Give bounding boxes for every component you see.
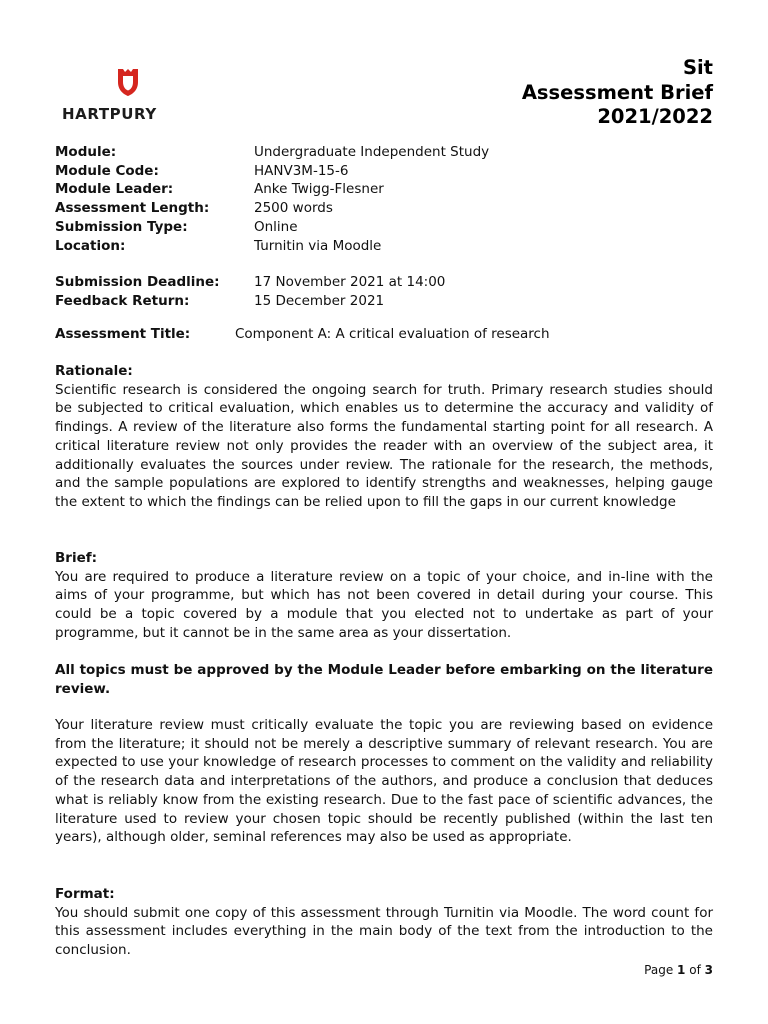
- detail-row-submission-type: [55, 218, 715, 237]
- logo-text: HARTPURY: [62, 105, 157, 123]
- detail-label: Submission Type:: [55, 218, 188, 235]
- detail-value: Turnitin via Moodle: [254, 237, 382, 254]
- detail-label: Module Code:: [55, 162, 159, 179]
- detail-row-module: [55, 143, 715, 162]
- literature-review-paragraph: Your literature review must critically evaluate the topic you are reviewing based on evidence from the literature; it should not be merely a descriptive summary of relevant research. You are expected to use your knowledge of research processes to comment on the validity and reliability of the research data and interpretations of the authors, and produce a conclusion that deduces what is reliably know from the existing research. Due to the fast pace of scientific advances, the literature used to review your chosen topic should be recently published (within the last ten years), although older, seminal references may also be used as appropriate.: [55, 717, 713, 846]
- document-title: [522, 56, 713, 130]
- detail-row-module-code: [55, 162, 715, 181]
- format-heading: Format:: [55, 886, 115, 902]
- detail-row-feedback-return: [55, 292, 715, 311]
- approval-paragraph: All topics must be approved by the Module Leader before embarking on the literature review.: [55, 662, 713, 697]
- detail-value: 2500 words: [254, 200, 333, 217]
- assessment-title-value: Component A: A critical evaluation of research: [235, 326, 550, 342]
- page-total: 3: [704, 963, 713, 977]
- detail-label: Assessment Length:: [55, 200, 210, 217]
- detail-value: HANV3M-15-6: [254, 162, 349, 179]
- page-label: Page: [644, 963, 674, 977]
- detail-row-submission-deadline: [55, 273, 715, 292]
- brief-paragraph: You are required to produce a literature review on a topic of your choice, and in-line with the aims of your programme, but which has not been covered in detail during your course. This could be a topic covered by a module that you elected not to undertake as part of your programme, but it cannot be in the same area as your dissertation.: [55, 568, 713, 641]
- assessment-title-row: [55, 325, 550, 344]
- detail-value: 15 December 2021: [254, 292, 385, 309]
- assessment-title-label: Assessment Title:: [55, 326, 191, 342]
- detail-value: Anke Twigg-Flesner: [254, 181, 384, 198]
- rationale-section: [55, 362, 713, 512]
- title-line-assessment-brief: Assessment Brief: [521, 80, 713, 104]
- page-number: [644, 963, 713, 977]
- detail-row-location: [55, 237, 715, 256]
- approval-notice: [55, 661, 713, 698]
- format-paragraph: You should submit one copy of this assessment through Turnitin via Moodle. The word count for this assessment includes everything in the main body of the text from the introduction to the conclusion.: [55, 904, 713, 959]
- page-of: of: [689, 963, 701, 977]
- format-section: [55, 885, 713, 960]
- title-line-year: 2021/2022: [597, 105, 713, 128]
- module-details: [55, 143, 715, 255]
- detail-value: Undergraduate Independent Study: [254, 144, 490, 160]
- detail-label: Location:: [55, 237, 126, 254]
- title-line-sit: Sit: [682, 56, 713, 79]
- detail-label: Feedback Return:: [55, 292, 190, 309]
- detail-label: Submission Deadline:: [55, 274, 220, 290]
- detail-value: 17 November 2021 at 14:00: [254, 274, 446, 290]
- literature-review-section: [55, 716, 713, 847]
- rationale-heading: Rationale:: [55, 363, 133, 379]
- page-current: 1: [677, 963, 686, 977]
- detail-row-assessment-length: [55, 199, 715, 218]
- hartpury-shield-icon: [114, 66, 142, 98]
- detail-value: Online: [254, 218, 298, 235]
- brief-heading: Brief:: [55, 550, 98, 566]
- deadline-details: [55, 273, 715, 310]
- detail-label: Module:: [55, 144, 117, 160]
- detail-label: Module Leader:: [55, 181, 174, 198]
- hartpury-logo: [60, 66, 200, 126]
- brief-section: [55, 549, 713, 643]
- rationale-paragraph: Scientific research is considered the ongoing search for truth. Primary research studies should be subjected to critical evaluation, which enables us to determine the accuracy and validity of findings. A review of the literature also forms the fundamental starting point for all research. A critical literature review not only provides the reader with an overview of the subject area, it additionally evaluates the sources under review. The rationale for the research, the methods, and the sample populations are explored to identify strengths and weaknesses, helping gauge the extent to which the findings can be relied upon to fill the gaps in our current knowledge: [55, 381, 713, 510]
- detail-row-module-leader: [55, 180, 715, 199]
